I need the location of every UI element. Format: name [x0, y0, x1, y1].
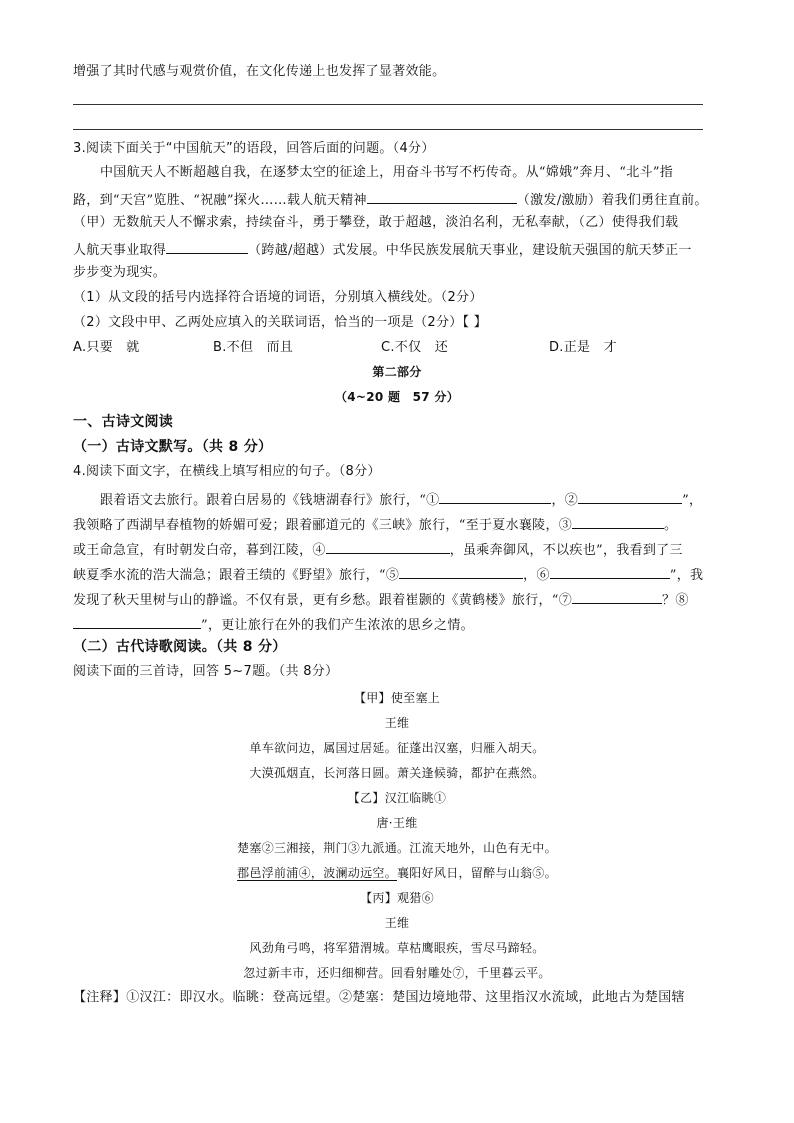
q4-l5-text-b: ？⑧	[662, 593, 689, 608]
q4-line-2	[73, 514, 677, 535]
poem-2-line-2-rest: 襄阳好风日，留醉与山翁⑤。	[397, 866, 557, 880]
q4-l5-text-a: 发现了秋天里树与山的静谧。不仅有景，更有乡愁。跟着崔颢的《黄鹤楼》旅行，“⑦	[73, 593, 573, 608]
q3-paragraph-line-2	[73, 189, 708, 210]
option-d[interactable]: D.正是 才	[549, 340, 617, 355]
poem-2-line-2	[0, 864, 794, 882]
q4-line-5	[73, 589, 689, 610]
poem-2-author: 唐·王维	[376, 816, 418, 830]
q3-blank-2[interactable]	[166, 239, 248, 254]
poem-1-title: 【甲】使至塞上	[353, 691, 441, 705]
subsection-b-heading: （二）古代诗歌阅读。（共 8 分）	[73, 639, 287, 655]
q4-line-3	[73, 539, 683, 560]
option-b[interactable]: B.不但 而且	[213, 340, 294, 355]
poem-3-title: 【丙】观猎⑥	[360, 891, 434, 905]
intro-line: 增强了其时代感与观赏价值，在文化传递上也发挥了显著效能。	[73, 64, 446, 79]
poem-3-line-1: 风劲角弓鸣，将军猎渭城。草枯鹰眼疾，雪尽马蹄轻。	[249, 941, 545, 955]
q4-blank-2[interactable]	[578, 489, 682, 504]
poem-2-underlined-couplet: 郡邑浮前浦④，波澜动远空。	[237, 866, 397, 880]
q3-paragraph-line-4	[73, 239, 692, 260]
poem-3-line-2: 忽过新丰市，还归细柳营。回看射雕处⑦，千里暮云平。	[243, 966, 551, 980]
q3-blank-1[interactable]	[367, 189, 517, 204]
poem-1-line-1: 单车欲问边，属国过居延。征蓬出汉塞，归雁入胡天。	[249, 741, 545, 755]
answer-line-2[interactable]	[73, 129, 703, 130]
section-1-heading: 一、古诗文阅读	[73, 414, 174, 430]
q3-paragraph-line-1: 中国航天人不断超越自我，在逐梦太空的征途上，用奋斗书写不朽传奇。从“嫦娥”奔月、“北斗”指	[100, 165, 674, 180]
q4-blank-8[interactable]	[73, 614, 201, 629]
q4-l4-text-c: ”，我	[669, 568, 704, 583]
q4-blank-7[interactable]	[572, 589, 662, 604]
q3-p2-text-a: 路，到“天宫”览胜、“祝融”探火……载人航天精神	[73, 193, 367, 208]
part-two-subtitle: （4~20 题 57 分）	[334, 390, 460, 404]
poem-3-author: 王维	[384, 916, 410, 930]
q3-p4-text-a: 人航天事业取得	[73, 243, 167, 258]
q4-l3-text-a: 或王命急宣，有时朝发白帝，暮到江陵，④	[73, 543, 326, 558]
q4-blank-3[interactable]	[572, 514, 664, 529]
q4-l6-text: ”，更让旅行在外的我们产生浓浓的思乡之情。	[201, 618, 474, 633]
annotation-note: 【注释】①汉江：即汉水。临眺：登高远望。②楚塞：楚国边境地带、这里指汉水流域，此地古为楚国辖	[73, 990, 685, 1005]
q4-l3-text-b: ，虽乘奔御风，不以疾也”，我看到了三	[449, 543, 683, 558]
option-a[interactable]: A.只要 就	[73, 340, 140, 355]
q4-blank-6[interactable]	[550, 564, 670, 579]
question-3-title: 3.阅读下面关于“中国航天”的语段，回答后面的问题。（4分）	[73, 141, 435, 156]
subsection-a-heading: （一）古诗文默写。（共 8 分）	[73, 439, 273, 455]
poem-2-title: 【乙】汉江临眺①	[347, 791, 447, 805]
q4-line-4	[73, 564, 703, 585]
option-c[interactable]: C.不仅 还	[381, 340, 449, 355]
q4-line-1	[100, 489, 702, 510]
q4-l4-text-b: ，⑥	[523, 568, 550, 583]
q3-paragraph-line-5: 步步变为现实。	[73, 265, 167, 280]
q4-line-6	[73, 614, 474, 635]
q4-l4-text-a: 峡夏季水流的浩大湍急；跟着王绩的《野望》旅行，“⑤	[73, 568, 400, 583]
q3-p4-text-b: （跨越/超越）式发展。中华民族发展航天事业，建设航天强国的航天梦正一	[248, 243, 692, 258]
q4-blank-4[interactable]	[326, 539, 450, 554]
q4-blank-1[interactable]	[439, 489, 551, 504]
poem-1-line-2: 大漠孤烟直，长河落日圆。萧关逢候骑，都护在燕然。	[249, 766, 545, 780]
question-4-title: 4.阅读下面文字，在横线上填写相应的句子。（8分）	[73, 464, 381, 479]
q4-l1-text-c: ”，	[682, 493, 703, 508]
poem-1-author: 王维	[384, 716, 410, 730]
reading-intro: 阅读下面的三首诗，回答 5~7题。（共 8分）	[73, 664, 339, 679]
q3-p2-text-b: （激发/激励）着我们勇往直前。	[516, 193, 708, 208]
q4-l1-text-b: ，②	[551, 493, 579, 508]
answer-line-1[interactable]	[73, 104, 703, 105]
q4-l1-text-a: 跟着语文去旅行。跟着白居易的《钱塘湖春行》旅行，“①	[100, 493, 440, 508]
q3-paragraph-line-3: （甲）无数航天人不懈求索，持续奋斗，勇于攀登，敢于超越，淡泊名利，无私奉献，（乙）使得我们载	[73, 215, 679, 230]
q3-sub-question-1: （1）从文段的括号内选择符合语境的词语，分别填入横线处。（2分）	[73, 290, 483, 305]
part-two-title: 第二部分	[372, 365, 422, 379]
q4-blank-5[interactable]	[399, 564, 523, 579]
q4-l2-text-a: 我领略了西湖早春植物的娇媚可爱；跟着郦道元的《三峡》旅行，“至于夏水襄陵，③	[73, 518, 573, 533]
q4-l2-text-b: 。	[664, 518, 678, 533]
poem-2-line-1: 楚塞②三湘接，荆门③九派通。江流天地外，山色有无中。	[237, 841, 557, 855]
q3-sub-question-2: （2）文段中甲、乙两处应填入的关联词语，恰当的一项是（2分）【 】	[73, 315, 488, 330]
